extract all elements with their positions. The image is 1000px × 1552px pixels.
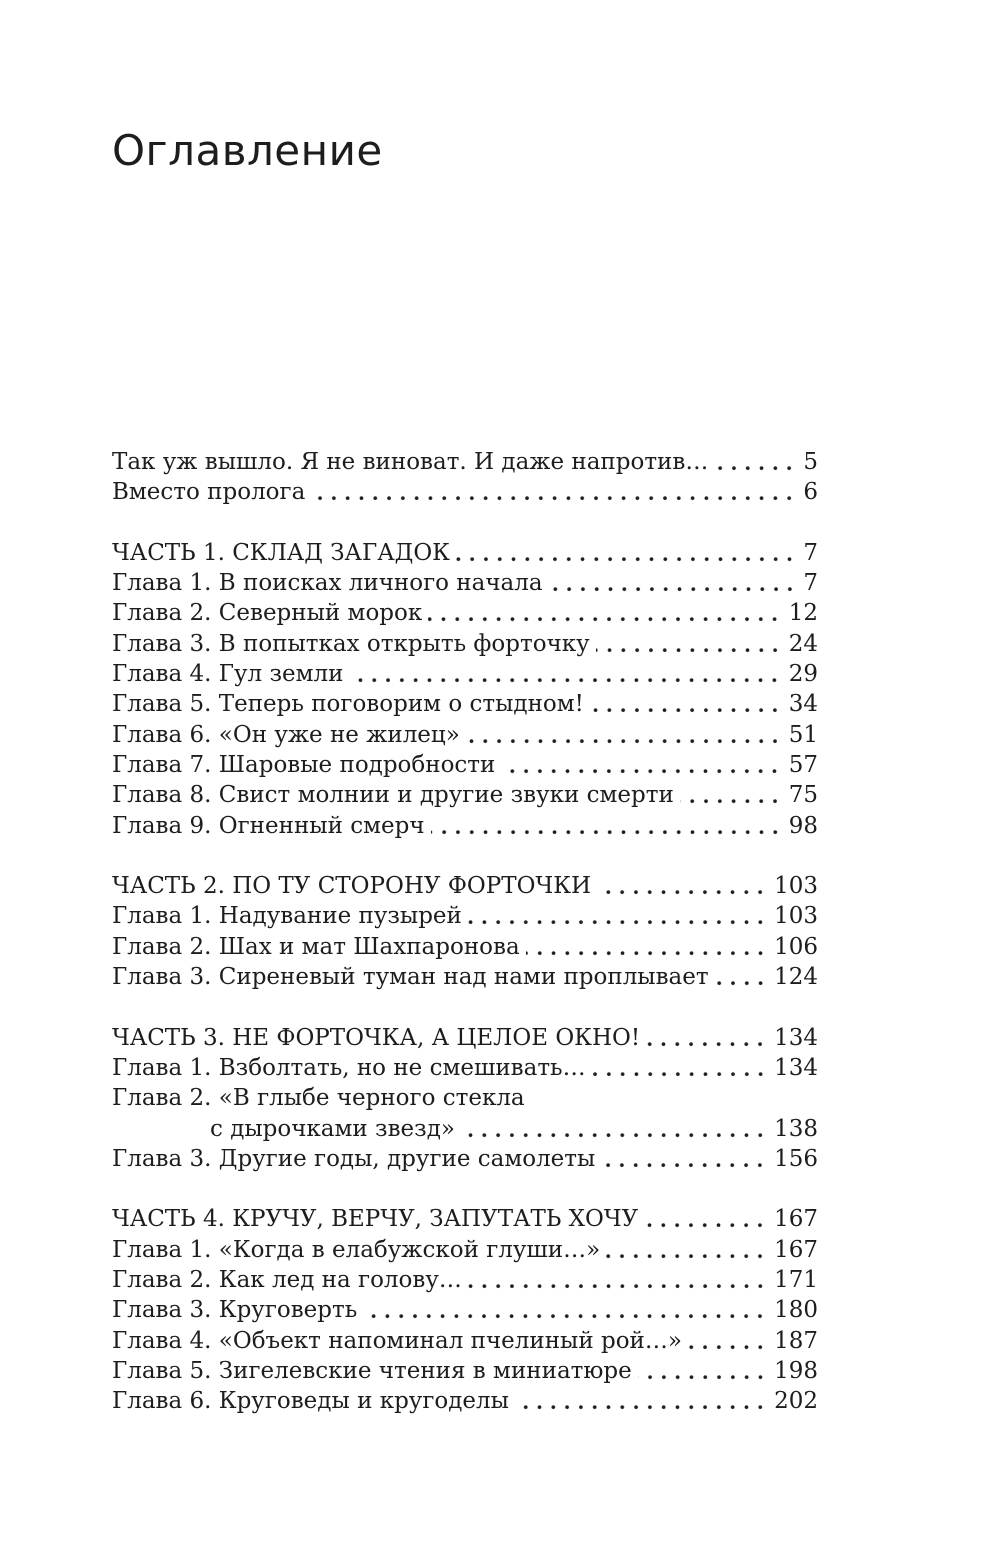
dot-leader — [363, 1295, 769, 1325]
toc-page-number: 167 — [774, 1206, 818, 1233]
dot-leader — [606, 1235, 769, 1265]
toc-page-number: 29 — [788, 661, 818, 688]
toc-page-number: 198 — [774, 1357, 818, 1384]
toc-page-number: 171 — [774, 1267, 818, 1294]
toc-entry-text: Глава 2. Как лед на голову… — [112, 1267, 462, 1294]
table-of-contents — [112, 447, 818, 1417]
toc-row — [112, 477, 818, 507]
toc-entry-text: Глава 1. Взболтать, но не смешивать… — [112, 1054, 586, 1081]
toc-row — [112, 1265, 818, 1295]
toc-row — [112, 1114, 818, 1144]
toc-row — [112, 629, 818, 659]
toc-entry-text: Глава 1. В поисках личного начала — [112, 570, 543, 597]
dot-leader — [468, 901, 769, 931]
toc-row — [112, 1083, 818, 1113]
toc-entry-text: Глава 6. Круговеды и кругоделы — [112, 1388, 509, 1415]
toc-entry-text: Вместо пролога — [112, 479, 306, 506]
toc-entry-text: Глава 3. Сиреневый туман над нами проплывает — [112, 964, 709, 991]
dot-leader — [515, 1386, 769, 1416]
toc-entry-text: Глава 2. Шах и мат Шахпаронова — [112, 933, 520, 960]
dot-leader — [592, 1053, 770, 1083]
toc-page-number: 167 — [774, 1236, 818, 1263]
dot-leader — [501, 750, 783, 780]
toc-row — [112, 447, 818, 477]
toc-row — [112, 780, 818, 810]
dot-leader — [644, 1204, 769, 1234]
toc-entry-text: ЧАСТЬ 1. СКЛАД ЗАГАДОК — [112, 539, 450, 566]
dot-leader — [590, 689, 784, 719]
toc-page-number: 98 — [788, 812, 818, 839]
toc-entry-text: Глава 5. Зигелевские чтения в миниатюре — [112, 1357, 632, 1384]
toc-part-row — [112, 538, 818, 568]
toc-section — [112, 447, 818, 508]
toc-row — [112, 1144, 818, 1174]
toc-row — [112, 659, 818, 689]
toc-row — [112, 1053, 818, 1083]
toc-part-row — [112, 871, 818, 901]
toc-row — [112, 1386, 818, 1416]
toc-page-number: 103 — [774, 903, 818, 930]
toc-row — [112, 720, 818, 750]
toc-page-number: 75 — [788, 782, 818, 809]
dot-leader — [549, 568, 799, 598]
toc-row — [112, 1326, 818, 1356]
dot-leader — [311, 477, 798, 507]
dot-leader — [688, 1326, 769, 1356]
dot-leader — [349, 659, 783, 689]
dot-leader — [431, 811, 784, 841]
toc-row — [112, 750, 818, 780]
dot-leader — [456, 538, 798, 568]
dot-leader — [601, 1144, 769, 1174]
toc-entry-text: ЧАСТЬ 2. ПО ТУ СТОРОНУ ФОРТОЧКИ — [112, 873, 592, 900]
toc-entry-text: Глава 1. «Когда в елабужской глуши…» — [112, 1236, 601, 1263]
toc-row — [112, 568, 818, 598]
dot-leader — [646, 1023, 769, 1053]
toc-page-number: 106 — [774, 933, 818, 960]
dot-leader — [466, 720, 784, 750]
page-title: Оглавление — [112, 126, 383, 175]
dot-leader — [428, 598, 783, 628]
dot-leader — [680, 780, 784, 810]
toc-entry-text: Глава 9. Огненный смерч — [112, 812, 425, 839]
toc-row — [112, 689, 818, 719]
toc-row — [112, 932, 818, 962]
toc-page-number: 34 — [788, 691, 818, 718]
toc-page-number: 5 — [803, 449, 818, 475]
toc-row — [112, 901, 818, 931]
toc-entry-text: Глава 7. Шаровые подробности — [112, 751, 496, 778]
toc-page-number: 202 — [774, 1388, 818, 1415]
dot-leader — [596, 629, 784, 659]
toc-entry-text: Так уж вышло. Я не виноват. И даже напротив… — [112, 449, 709, 475]
toc-entry-text: Глава 3. Круговерть — [112, 1297, 358, 1324]
toc-page-number: 180 — [774, 1297, 818, 1324]
dot-leader — [461, 1114, 769, 1144]
toc-section — [112, 1204, 818, 1416]
dot-leader — [468, 1265, 769, 1295]
toc-row — [112, 598, 818, 628]
toc-page-number: 124 — [774, 964, 818, 991]
toc-row — [112, 1295, 818, 1325]
toc-entry-text: Глава 2. Северный морок — [112, 600, 423, 627]
toc-page-number: 7 — [803, 570, 818, 597]
toc-entry-text: Глава 1. Надувание пузырей — [112, 903, 462, 930]
toc-entry-text: Глава 3. Другие годы, другие самолеты — [112, 1145, 596, 1172]
toc-part-row — [112, 1204, 818, 1234]
toc-entry-text: Глава 4. «Объект напоминал пчелиный рой…» — [112, 1327, 682, 1354]
dot-leader — [526, 932, 769, 962]
toc-row — [112, 962, 818, 992]
toc-entry-text: Глава 8. Свист молнии и другие звуки смерти — [112, 782, 674, 809]
dot-leader — [597, 871, 769, 901]
toc-entry-text: с дырочками звезд» — [210, 1115, 455, 1142]
toc-page-number: 138 — [774, 1115, 818, 1142]
toc-entry-text: ЧАСТЬ 3. НЕ ФОРТОЧКА, А ЦЕЛОЕ ОКНО! — [112, 1024, 641, 1051]
toc-page-number: 156 — [774, 1145, 818, 1172]
toc-section — [112, 1023, 818, 1174]
toc-page-number: 6 — [803, 479, 818, 506]
toc-page-number: 24 — [788, 630, 818, 657]
dot-leader — [714, 447, 798, 477]
toc-row — [112, 1235, 818, 1265]
toc-page-number: 187 — [774, 1327, 818, 1354]
toc-page-number: 103 — [774, 873, 818, 900]
toc-page-number: 51 — [788, 721, 818, 748]
toc-page-number: 57 — [788, 751, 818, 778]
toc-page-number: 134 — [774, 1024, 818, 1051]
toc-page-number: 12 — [788, 600, 818, 627]
toc-entry-text: ЧАСТЬ 4. КРУЧУ, ВЕРЧУ, ЗАПУТАТЬ ХОЧУ — [112, 1206, 639, 1233]
toc-section — [112, 538, 818, 841]
toc-entry-text: Глава 3. В попытках открыть форточку — [112, 630, 590, 657]
toc-entry-text: Глава 4. Гул земли — [112, 661, 344, 688]
toc-section — [112, 871, 818, 992]
toc-entry-text: Глава 5. Теперь поговорим о стыдном! — [112, 691, 584, 718]
dot-leader — [715, 962, 769, 992]
toc-row — [112, 1356, 818, 1386]
dot-leader — [638, 1356, 769, 1386]
toc-page-number: 134 — [774, 1054, 818, 1081]
toc-entry-text: Глава 6. «Он уже не жилец» — [112, 721, 460, 748]
toc-page-number: 7 — [803, 539, 818, 566]
toc-row — [112, 811, 818, 841]
toc-part-row — [112, 1023, 818, 1053]
toc-entry-text: Глава 2. «В глыбе черного стекла — [112, 1085, 525, 1112]
